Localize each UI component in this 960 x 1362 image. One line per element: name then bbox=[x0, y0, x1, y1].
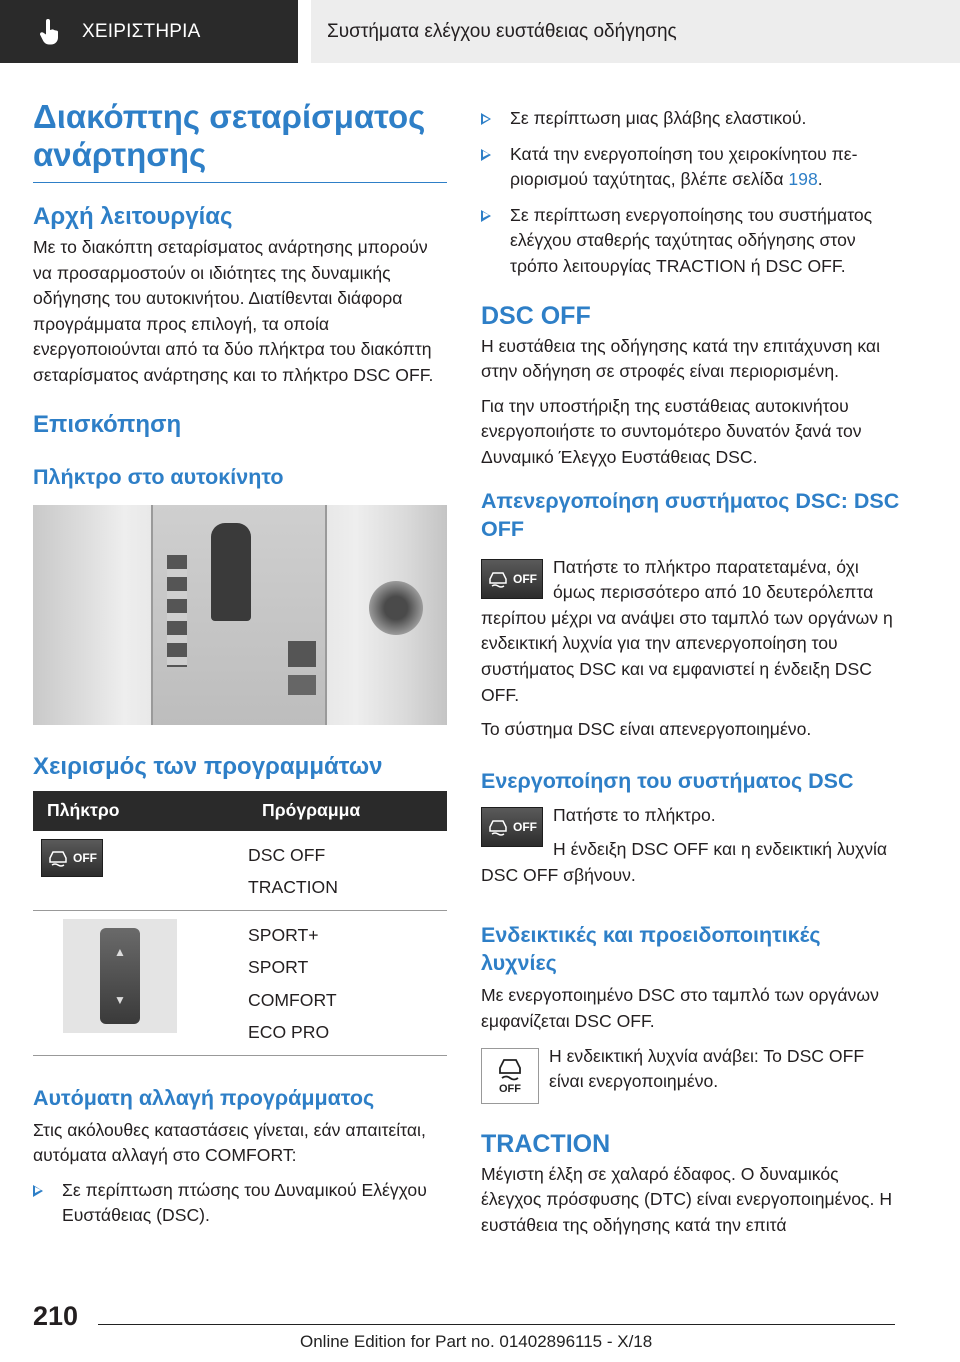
program-traction: TRACTION bbox=[248, 877, 338, 898]
header-chapter: Συστήματα ελέγχου ευστάθειας οδήγησης bbox=[311, 0, 960, 63]
program-table bbox=[33, 791, 447, 1056]
indicator-heading: Ενδεικτικές και προειδοποιητικές λυχνίες bbox=[481, 923, 821, 976]
list-item: Σε περίπτωση ενεργοποίησης του συστήματος ελέγχου σταθερής ταχύτητας οδήγησης στον τρόπο λειτουργίας TRACTION ή DSC OFF. bbox=[481, 203, 901, 280]
dsc-text-2: Για την υποστήριξη της ευστάθειας αυτοκινήτου ενεργοποιήστε το συντομότερο δυνατόν ξανά τον Δυναμικό Έλεγχο Ευστάθειας DSC. bbox=[481, 395, 862, 467]
dsc-off-indicator-lamp-icon: OFF bbox=[481, 1048, 539, 1104]
traction-text: Μέγιστη έλξη σε χαλαρό έδαφος. Ο δυναμικός έλεγχος πρόσφυσης (DTC) είναι ενεργοποιημένος. Η ευστάθεια της οδήγησης κατά την επιτά bbox=[481, 1163, 893, 1235]
dsc-heading: DSC OFF bbox=[481, 301, 591, 330]
table-row bbox=[33, 831, 447, 911]
left-column bbox=[33, 98, 447, 1239]
deactivate-text-1: Πατήστε το πλήκτρο παρατεταμένα, όχι όμως περισσότερο από 10 δευτερόλεπτα περίπου μέχρι να ανάψει στο ταμπλό των οργάνων η ενδεικτική λυχνία για την απενεργοποίηση του συστήματος DSC και να εμφανιστεί η ένδειξη DSC OFF. bbox=[481, 556, 893, 705]
dsc-off-button-icon: OFF bbox=[41, 839, 103, 877]
header-section-label: ΧΕΙΡΙΣΤΗΡΙΑ bbox=[82, 20, 201, 42]
traction-heading: TRACTION bbox=[481, 1129, 611, 1158]
dsc-off-button-icon: OFF bbox=[481, 807, 543, 847]
table-row bbox=[33, 910, 447, 1055]
ops-heading: Χειρισμός των προγραμμάτων bbox=[33, 752, 383, 780]
program-sport: SPORT bbox=[248, 957, 309, 978]
triangle-bullet-icon bbox=[481, 210, 491, 222]
list-item: Κατά την ενεργοποίηση του χειροκίνητου περιορισμού ταχύτητας, βλέπε σελίδα 198. bbox=[481, 142, 901, 193]
footer-rule bbox=[98, 1324, 895, 1325]
list-item: Σε περίπτωση μιας βλάβης ελαστικού. bbox=[481, 106, 901, 132]
basic-text: Με το διακόπτη σεταρίσματος ανάρτησης μπορούν να προσαρμοστούν οι ιδιότητες της δυναμικής οδήγησης του αυτοκινήτου. Διατίθενται διάφορα προγράμματα προς επιλογή, τα οποία ενεργοποιούνται από τα δύο πλήκτρα του διακόπτη σεταρίσματος ανάρτησης και το πλήκτρο DSC OFF. bbox=[33, 237, 434, 385]
program-eco-pro: ECO PRO bbox=[248, 1022, 330, 1043]
button-heading: Πλήκτρο στο αυτοκίνητο bbox=[33, 464, 284, 489]
deactivate-text-2: Το σύστημα DSC είναι απενεργοποιημένο. bbox=[481, 719, 812, 740]
dsc-text-1: Η ευστάθεια της οδήγησης κατά την επιτάχυνση και στην οδήγηση σε στροφές είναι περιορισμένη. bbox=[481, 335, 880, 382]
activate-text-2: Η ένδειξη DSC OFF και η ενδεικτική λυχνία DSC OFF σβήνουν. bbox=[481, 839, 888, 885]
triangle-bullet-icon bbox=[481, 113, 491, 125]
page-number: 210 bbox=[33, 1301, 79, 1331]
header-section bbox=[0, 0, 298, 63]
car-console-photo bbox=[33, 505, 447, 725]
right-column bbox=[481, 106, 901, 1247]
activate-heading: Ενεργοποίηση του συστήματος DSC bbox=[481, 768, 854, 793]
activate-text-1: Πατήστε το πλήκτρο. bbox=[553, 804, 716, 825]
deactivate-heading: Απενεργοποίηση συστήματος DSC: DSC OFF bbox=[481, 488, 900, 541]
auto-heading: Αυτόματη αλλαγή προγράμματος bbox=[33, 1085, 375, 1110]
indicator-text-1: Με ενεργοποιημένο DSC στο ταμπλό των οργάνων εμφανίζεται DSC OFF. bbox=[481, 985, 879, 1032]
basic-heading: Αρχή λειτουργίας bbox=[33, 203, 233, 230]
indicator-text-2: Η ενδεικτική λυχνία ανάβει: Το DSC OFF είναι ενεργοποιημένο. bbox=[549, 1045, 865, 1092]
program-dsc-off: DSC OFF bbox=[248, 844, 326, 865]
hand-pointer-icon bbox=[40, 19, 60, 45]
page-title: Διακόπτης σεταρίσματος ανάρτησης bbox=[33, 98, 447, 183]
overview-heading: Επισκόπηση bbox=[33, 410, 182, 438]
triangle-bullet-icon bbox=[481, 149, 491, 161]
page-link[interactable]: 198 bbox=[788, 169, 818, 190]
dsc-off-button-icon: OFF bbox=[481, 559, 543, 599]
program-comfort: COMFORT bbox=[248, 989, 337, 1010]
list-item: Σε περίπτωση πτώσης του Δυναμικού Ελέγχου Ευστάθειας (DSC). bbox=[33, 1178, 447, 1229]
program-sport-plus: SPORT+ bbox=[248, 924, 319, 945]
col-program: Πρόγραμμα bbox=[248, 791, 447, 831]
col-button: Πλήκτρο bbox=[33, 791, 248, 831]
auto-text: Στις ακόλουθες καταστάσεις γίνεται, εάν απαιτείται, αυτόματα αλλαγή στο COMFORT: bbox=[33, 1119, 426, 1166]
rocker-switch-icon: ▲ ▼ bbox=[63, 919, 177, 1033]
triangle-bullet-icon bbox=[33, 1185, 43, 1197]
footer-edition: Online Edition for Part no. 01402896115 - X/18 bbox=[300, 1332, 653, 1351]
